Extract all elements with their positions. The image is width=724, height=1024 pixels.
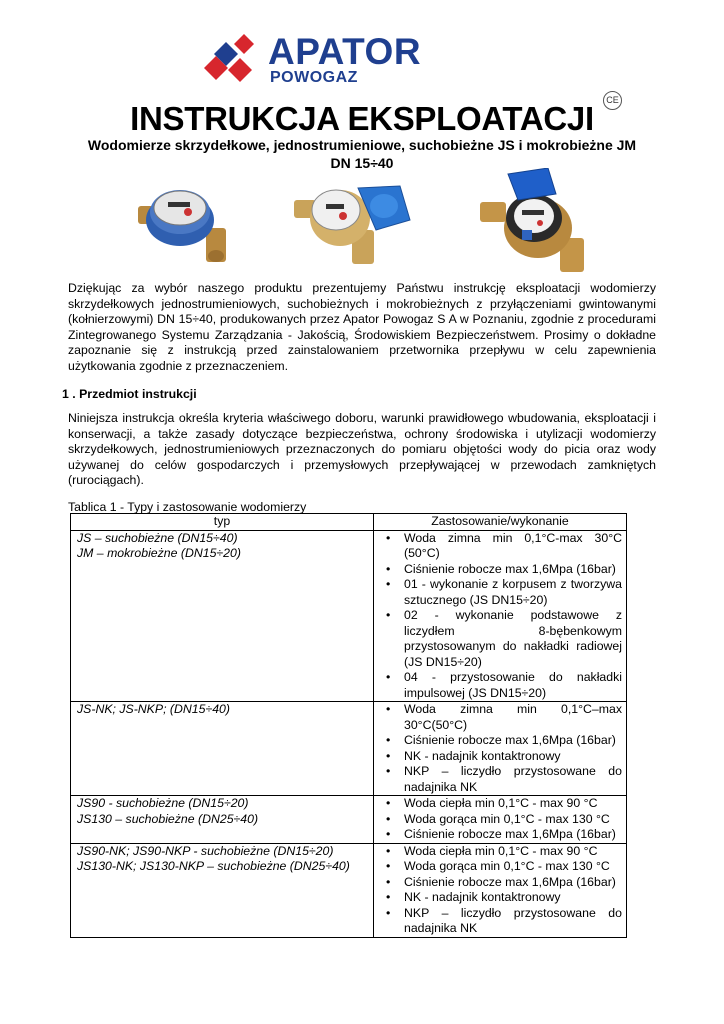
brand-name: APATOR: [268, 31, 422, 72]
type-name: JS130-NK; JS130-NKP – suchobieżne (DN25÷40): [77, 859, 350, 873]
water-meter-jm-image: [294, 186, 410, 264]
page-title: INSTRUKCJA EKSPLOATACJI: [130, 100, 594, 137]
table-row: [71, 702, 627, 796]
meter-types-table: [70, 513, 627, 938]
subtitle-line-2: DN 15÷40: [330, 155, 394, 171]
page-subtitle: [64, 136, 660, 172]
type-name: JS90 - suchobieżne (DN15÷20): [77, 796, 249, 810]
usage-item: • Woda gorąca min 0,1°C - max 130 °C: [374, 812, 622, 828]
table-header-row: [71, 514, 627, 531]
apator-diamond-logo-icon: [204, 30, 266, 86]
section-1-heading: 1 . Przedmiot instrukcji: [62, 387, 197, 401]
type-name: JS-NK; JS-NKP; (DN15÷40): [77, 702, 230, 716]
type-cell: [71, 702, 374, 796]
water-meter-wet-image: [480, 168, 584, 272]
usage-item: • NK - nadajnik kontaktronowy: [374, 749, 622, 765]
type-name: JS130 – suchobieżne (DN25÷40): [77, 811, 259, 826]
table-caption: Tablica 1 - Typy i zastosowanie wodomierzy: [68, 500, 307, 514]
usage-item: • Woda ciepła min 0,1°C - max 90 °C: [374, 796, 622, 812]
brand-subname: POWOGAZ: [270, 69, 358, 86]
table-row: [71, 530, 627, 702]
usage-item: • Woda zimna min 0,1°C–max 30°C(50°C): [374, 702, 622, 733]
usage-item: • Ciśnienie robocze max 1,6Mpa (16bar): [374, 562, 622, 578]
ce-mark: CE: [603, 91, 622, 110]
usage-cell: [374, 530, 627, 702]
usage-item: • Woda gorąca min 0,1°C - max 130 °C: [374, 859, 622, 875]
usage-item: • 01 - wykonanie z korpusem z tworzywa sztucznego (JS DN15÷20): [374, 577, 622, 608]
usage-item: • Woda ciepła min 0,1°C - max 90 °C: [374, 844, 622, 860]
water-meter-js-image: [138, 190, 226, 262]
product-images: [130, 168, 610, 280]
usage-cell: [374, 843, 627, 937]
table-row: [71, 796, 627, 844]
usage-item: • NKP – liczydło przystosowane do nadajnika NK: [374, 764, 622, 795]
section-1-text: Niniejsza instrukcja określa kryteria właściwego doboru, warunki prawidłowego wbudowania, eksploatacji i konserwacji, a także zasady dotyczące bezpieczeństwa, ochrony środowiska i utylizacji wodomierzy skrzydełkowych, jednostrumieniowych przeznaczonych do pomiaru objętości wody do picia oraz wody używanej do celów gospodarczych i przemysłowych przepływającej w przewodach zamkniętych (rurociągach).: [68, 411, 656, 487]
type-name: JS90-NK; JS90-NKP - suchobieżne (DN15÷20): [77, 843, 334, 858]
intro-paragraph: Dziękując za wybór naszego produktu prezentujemy Państwu instrukcję eksploatacji wodomierzy skrzydełkowych jednostrumieniowych, suchobieżnych i mokrobieżnych z przyłączeniami gwintowanymi (kołnierzowymi) DN 15÷40, produkowanych przez Apator Powogaz S A w Poznaniu, zgodnie z procedurami Zintegrowanego Systemu Zarządzania - Jakością, Środowiskiem Bezpieczeństwem. Prosimy o dokładne zapoznanie się z instrukcją przed zainstalowaniem przetwornika przepływu w celu zapewnienia użytkowania zgodnie z przeznaczeniem.: [68, 281, 656, 373]
type-name: JM – mokrobieżne (DN15÷20): [77, 546, 241, 560]
usage-item: • NKP – liczydło przystosowane do nadajnika NK: [374, 906, 622, 937]
column-header-type: typ: [71, 514, 374, 531]
apator-powogaz-logo: [204, 30, 504, 90]
usage-item: • Ciśnienie robocze max 1,6Mpa (16bar): [374, 733, 622, 749]
usage-item: • 04 - przystosowanie do nakładki impulsowej (JS DN15÷20): [374, 670, 622, 701]
table-row: [71, 843, 627, 937]
usage-cell: [374, 796, 627, 844]
usage-item: • Ciśnienie robocze max 1,6Mpa (16bar): [374, 827, 622, 843]
type-cell: [71, 843, 374, 937]
type-cell: [71, 796, 374, 844]
type-cell: [71, 530, 374, 702]
usage-item: • 02 - wykonanie podstawowe z liczydłem 8-bębenkowym przystosowanym do nakładki radiowej (JS DN15÷20): [374, 608, 622, 670]
usage-item: • Woda zimna min 0,1°C-max 30°C (50°C): [374, 531, 622, 562]
subtitle-line-1: Wodomierze skrzydełkowe, jednostrumieniowe, suchobieżne JS i mokrobieżne JM: [87, 137, 637, 153]
type-name: JS – suchobieżne (DN15÷40): [77, 530, 238, 545]
usage-item: • Ciśnienie robocze max 1,6Mpa (16bar): [374, 875, 622, 891]
usage-item: • NK - nadajnik kontaktronowy: [374, 890, 622, 906]
column-header-usage: Zastosowanie/wykonanie: [374, 514, 627, 531]
usage-cell: [374, 702, 627, 796]
